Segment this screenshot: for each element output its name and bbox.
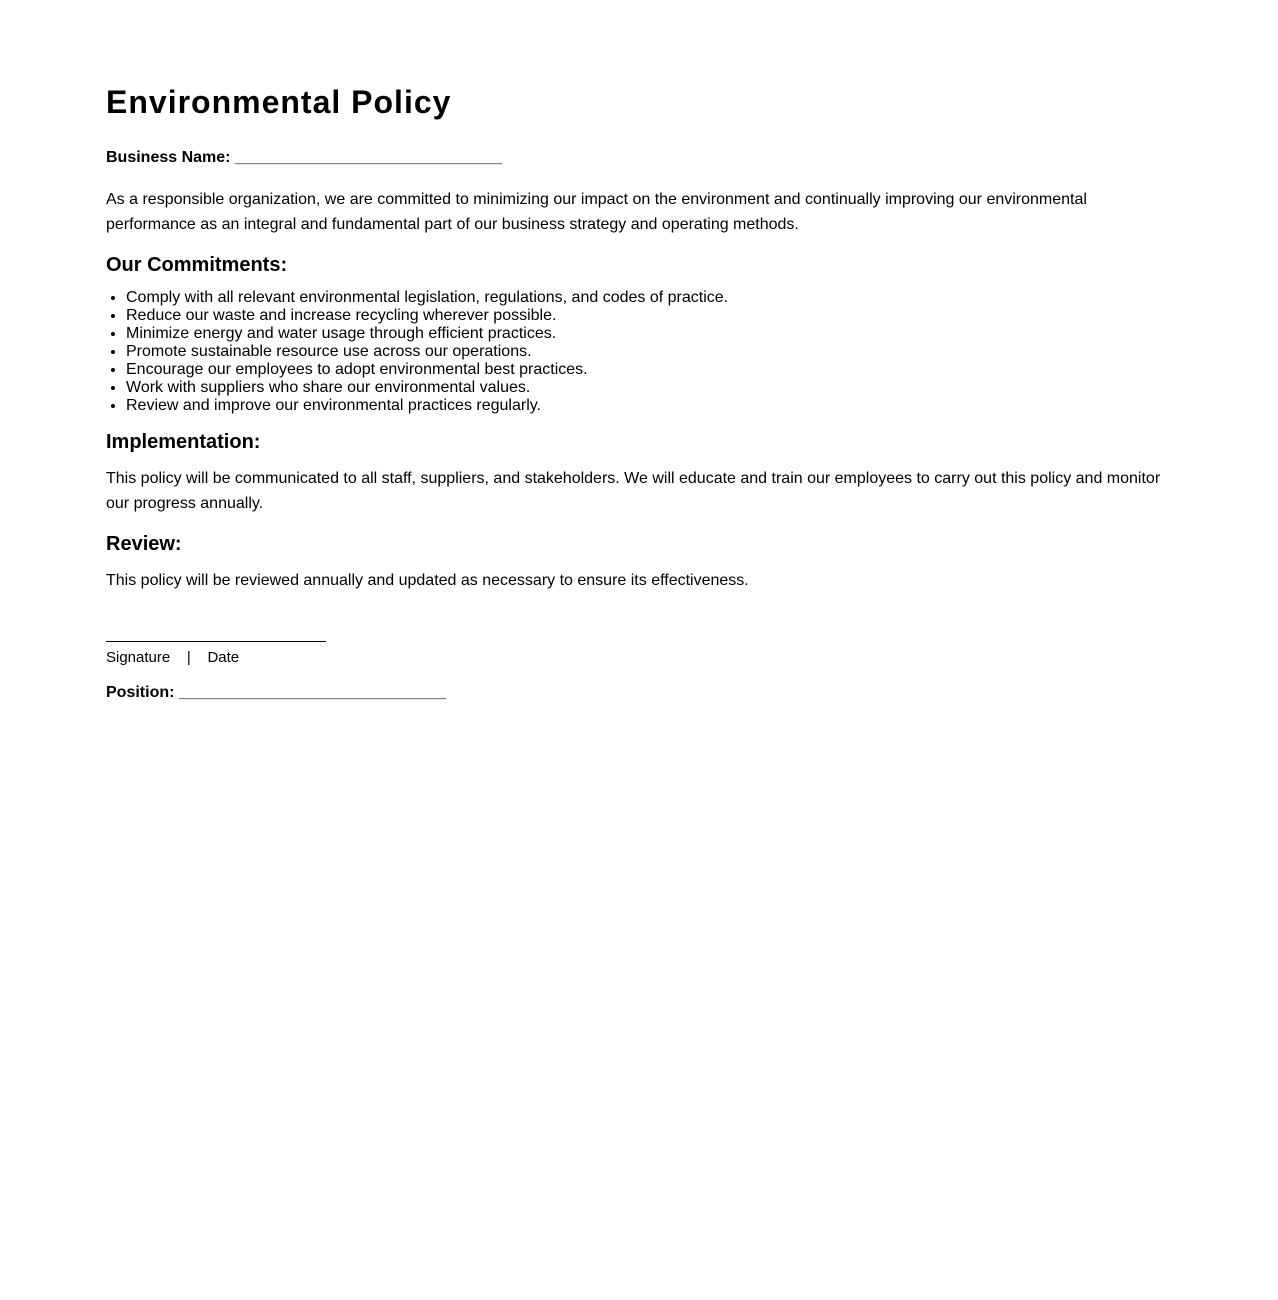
intro-paragraph: As a responsible organization, we are committed to minimizing our impact on the environment and continually improving our environmental performance as an integral and fundamental part of our business strategy and operating methods. [106, 191, 1087, 233]
list-item: • Reduce our waste and increase recycling wherever possible. [126, 307, 728, 325]
business-name-field [106, 149, 502, 167]
review-heading: Review: [106, 533, 182, 555]
implementation-heading: Implementation: [106, 431, 261, 453]
position-blank: ______________________________ [178, 684, 446, 701]
commitments-list [106, 289, 728, 415]
list-item: • Review and improve our environmental practices regularly. [126, 397, 728, 415]
page-title: Environmental Policy [106, 84, 452, 120]
list-item: • Encourage our employees to adopt environmental best practices. [126, 361, 728, 379]
signature-line [106, 641, 326, 642]
position-field [106, 684, 446, 702]
list-item: • Minimize energy and water usage through efficient practices. [126, 325, 728, 343]
implementation-paragraph: This policy will be communicated to all staff, suppliers, and stakeholders. We will educate and train our employees to carry out this policy and monitor our progress annually. [106, 470, 1161, 512]
commitments-heading: Our Commitments: [106, 254, 288, 276]
position-label: Position: [106, 684, 175, 701]
review-paragraph: This policy will be reviewed annually and updated as necessary to ensure its effectiveness. [106, 572, 749, 589]
business-name-label: Business Name: [106, 149, 231, 166]
signature-date-label: Signature | Date [106, 649, 240, 666]
list-item: • Promote sustainable resource use across our operations. [126, 343, 728, 361]
business-name-blank: ______________________________ [234, 149, 502, 166]
list-item: • Comply with all relevant environmental legislation, regulations, and codes of practice. [126, 289, 728, 307]
list-item: • Work with suppliers who share our environmental values. [126, 379, 728, 397]
